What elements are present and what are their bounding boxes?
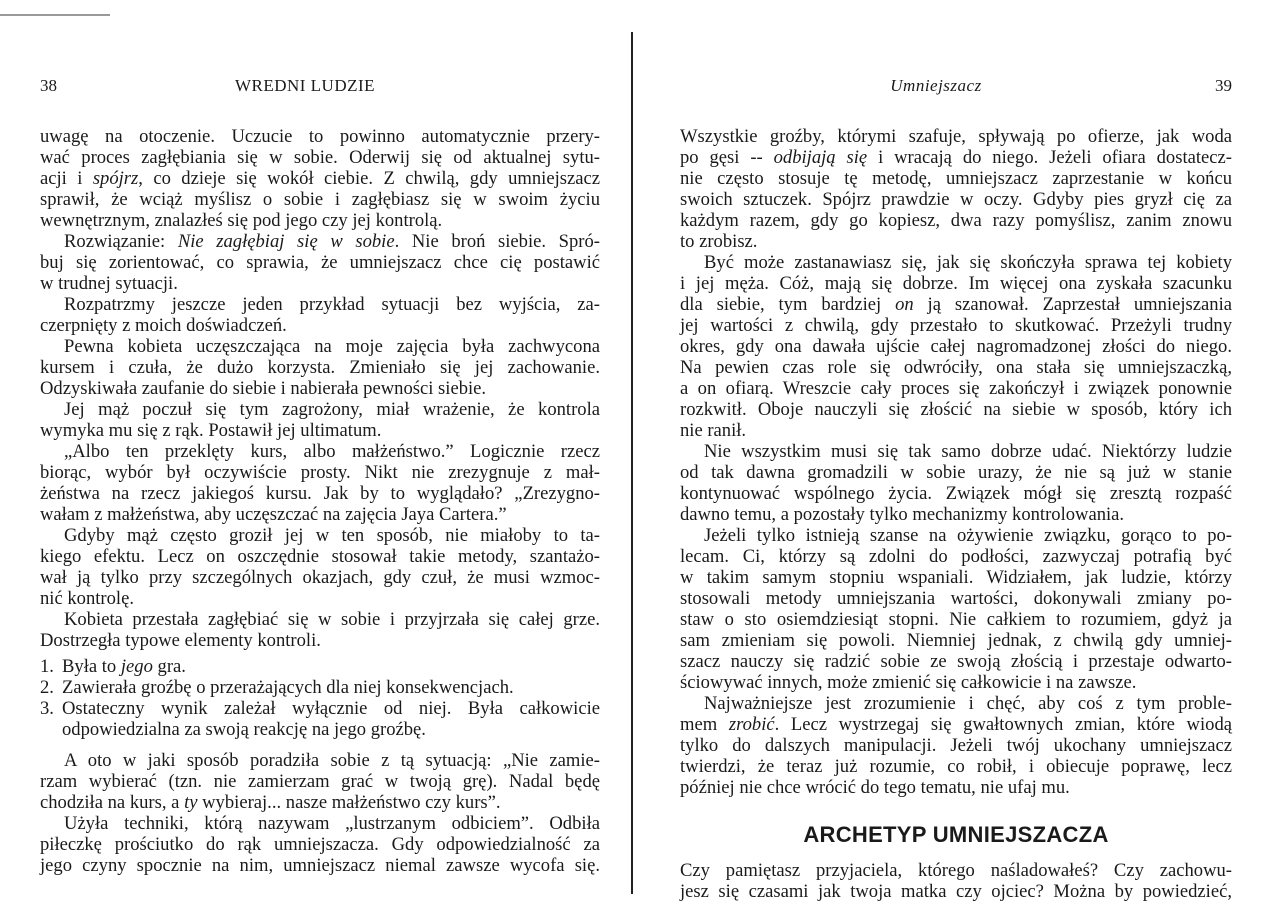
text-line [40, 399, 600, 420]
text-line [40, 855, 600, 876]
page-header [40, 76, 600, 126]
text-run: mem [680, 714, 729, 735]
text-line [680, 693, 1232, 714]
text-line [680, 483, 1232, 504]
text-line [40, 630, 600, 651]
text-line [680, 609, 1232, 630]
text-run: chodziła na kurs, a [40, 792, 185, 813]
text-run: , co dzieje się wokół ciebie. Z chwilą, gdy umniejszacz [138, 168, 600, 189]
text-run: A oto w jaki sposób poradziła sobie z tą sytuacją: „Nie zamie- [64, 750, 600, 771]
text-line [680, 881, 1232, 902]
text-run: Użyła techniki, którą nazywam „lustrzanym odbiciem”. Odbiła [64, 813, 600, 834]
scan-edge-line [0, 14, 110, 16]
left-page [40, 76, 600, 876]
text-line [680, 672, 1232, 693]
text-line [680, 462, 1232, 483]
text-line [680, 420, 1232, 441]
list-item [40, 698, 600, 740]
text-run: Dostrzegła typowe elementy kontroli. [40, 630, 321, 651]
text-line [680, 714, 1232, 735]
text-run: „Albo ten przeklęty kurs, albo małżeństwo.” Logicznie rzecz [64, 441, 600, 462]
text-line [40, 834, 600, 855]
text-line [40, 420, 600, 441]
text-line [62, 656, 600, 677]
text-run: gra. [152, 656, 186, 677]
text-run: później nie chce wrócić do tego tematu, nie ufaj mu. [680, 777, 1070, 798]
text-run: wałam z małżeństwa, aby uczęszczać na zajęcia Jaya Cartera.” [40, 504, 507, 525]
text-line [40, 771, 600, 792]
text-run: sam zmieniam się powoli. Niemniej jednak, z chwilą gdy umniej- [680, 630, 1232, 651]
text-run: kiego efektu. Lecz on oszczędnie stosował takie metody, szantażo- [40, 546, 600, 567]
paragraph [680, 693, 1232, 798]
text-run: w takim samym stopniu wspaniali. Widziałem, jak ludzie, którzy [680, 567, 1232, 588]
text-run: okres, gdy ona dawała ujście całej nagromadzonej złości do niego. [680, 336, 1232, 357]
paragraph [40, 126, 600, 231]
text-line [680, 651, 1232, 672]
text-line [40, 588, 600, 609]
text-line [680, 399, 1232, 420]
text-run: . Lecz wystrzegaj się gwałtownych zmian, które wiodą [774, 714, 1232, 735]
text-run: po gęsi -- [680, 147, 774, 168]
text-line [40, 813, 600, 834]
paragraph [680, 525, 1232, 693]
text-run: ją szanował. Zaprzestał umniejszania [913, 294, 1232, 315]
text-line [680, 588, 1232, 609]
text-run: Ostateczny wynik zależał wyłącznie od niej. Była całkowicie [62, 698, 600, 719]
text-line [40, 483, 600, 504]
text-line [680, 147, 1232, 168]
text-line [40, 441, 600, 462]
paragraph [40, 399, 600, 441]
text-line [40, 252, 600, 273]
text-run: Pewna kobieta uczęszczająca na moje zajęcia była zachwycona [64, 336, 600, 357]
text-run: Wszystkie groźby, którymi szafuje, spływają po ofierze, jak woda [680, 126, 1232, 147]
text-run: rozkwitł. Oboje nauczyli się złościć na siebie w sposób, który ich [680, 399, 1232, 420]
text-run: piłeczkę prościutko do rąk umniejszacza. Gdy odpowiedzialność za [40, 834, 600, 855]
text-run: Być może zastanawiasz się, jak się skończyła sprawa tej kobiety [704, 252, 1232, 273]
paragraph [680, 126, 1232, 252]
text-run: dla siebie, tym bardziej [680, 294, 896, 315]
text-line [680, 273, 1232, 294]
paragraph [40, 813, 600, 876]
list-item [40, 677, 600, 698]
text-run: nić kontrolę. [40, 588, 134, 609]
text-line [680, 567, 1232, 588]
page-number: 38 [40, 76, 57, 95]
text-run: jego czyny spocznie na nim, umniejszacz niemal zawsze wycofa się. [40, 855, 600, 876]
italic-text: spójrz [92, 168, 139, 189]
text-line [40, 567, 600, 588]
text-run: nie często stosuje tę metodę, umniejszacz zaprzestanie w końcu [680, 168, 1232, 189]
text-run: czerpnięty z moich doświadczeń. [40, 315, 287, 336]
paragraph [680, 252, 1232, 441]
text-line [680, 126, 1232, 147]
text-run: każdym razem, gdy go kopiesz, dwa razy pomyślisz, zanim znowu [680, 210, 1232, 231]
page-number: 39 [1215, 76, 1232, 95]
text-run: Odzyskiwała zaufanie do siebie i nabierała pewności siebie. [40, 378, 487, 399]
text-run: wybieraj... nasze małżeństwo czy kurs”. [197, 792, 501, 813]
text-line [680, 735, 1232, 756]
text-line [680, 504, 1232, 525]
list-number: 1. [40, 656, 54, 677]
text-run: to zrobisz. [680, 231, 758, 252]
text-run: od tak dawna gromadzili w sobie urazy, że nie są już w stanie [680, 462, 1232, 483]
text-line [40, 168, 600, 189]
text-line [40, 336, 600, 357]
text-line [680, 357, 1232, 378]
text-line [680, 441, 1232, 462]
text-line [680, 756, 1232, 777]
text-line [40, 294, 600, 315]
page-header [680, 76, 1232, 126]
italic-text: jego [120, 656, 153, 677]
text-run: Gdyby mąż często groził jej w ten sposób, nie miałoby to ta- [64, 525, 600, 546]
text-line [62, 677, 600, 698]
text-line [62, 698, 600, 719]
text-run: i jej męża. Cóż, mają się dobrze. Im więcej ona zyskała szacunku [680, 273, 1232, 294]
text-line [40, 792, 600, 813]
text-run: a on ofiarą. Wreszcie cały proces się zakończył i związek ponownie [680, 378, 1232, 399]
text-run: szacz nauczy się radzić sobie ze swoją złością i przestaje odwarto- [680, 651, 1232, 672]
italic-text: odbijają się [773, 147, 868, 168]
text-run: żeństwa na rzecz jakiegoś kursu. Jak by to wyglądało? „Zrezygno- [40, 483, 600, 504]
right-page [680, 76, 1232, 902]
text-run: dawno temu, a pozostały tylko mechanizmy kontrolowania. [680, 504, 1125, 525]
text-run: sprawił, że wciąż myślisz o sobie i zagłębiasz się w swoim życiu [40, 189, 600, 210]
text-run: Najważniejsze jest zrozumienie i chęć, aby coś z tym proble- [704, 693, 1232, 714]
text-run: twierdzi, że teraz już rozumie, co robił, i obiecuje poprawę, lecz [680, 756, 1232, 777]
text-line [680, 189, 1232, 210]
paragraph [40, 336, 600, 399]
italic-text: zrobić [728, 714, 775, 735]
text-line [680, 294, 1232, 315]
text-run: jej wartości z chwilą, gdy przestało to skutkować. Przeżyli trudny [680, 315, 1232, 336]
text-run: wać proces zagłębiania się w sobie. Oderwij się od aktualnej sytu- [40, 147, 600, 168]
text-line [40, 525, 600, 546]
text-run: jesz się czasami jak twoja matka czy ojciec? Można by powiedzieć, [680, 881, 1232, 902]
text-run: rzam wybierać (tzn. nie zamierzam grać w twoją grę). Nadal będę [40, 771, 600, 792]
book-spine-line [631, 32, 633, 894]
text-run: swoich sztuczek. Spójrz prawdzie w oczy. Gdyby pies gryzł cię za [680, 189, 1232, 210]
paragraph [40, 231, 600, 294]
text-line [40, 210, 600, 231]
text-run: kursem i czuła, że dużo korzysta. Zmieniało się jej zachowanie. [40, 357, 600, 378]
paragraph [40, 441, 600, 525]
text-run: kontynuować wspólnego życia. Związek mógł się zresztą rozpaść [680, 483, 1232, 504]
paragraph [680, 860, 1232, 902]
text-run: buj się zorientować, co sprawia, że umniejszacz chce cię postawić [40, 252, 600, 273]
text-line [680, 168, 1232, 189]
text-run: wymyka mu się z rąk. Postawił jej ultimatum. [40, 420, 382, 441]
text-line [680, 252, 1232, 273]
text-line [680, 336, 1232, 357]
section-heading: ARCHETYP UMNIEJSZACZA [803, 822, 1109, 847]
page-body [680, 126, 1232, 902]
list-number: 2. [40, 677, 54, 698]
list-number: 3. [40, 698, 54, 719]
italic-text: on [895, 294, 914, 315]
text-line [40, 231, 600, 252]
page-body [40, 126, 600, 876]
text-line [680, 525, 1232, 546]
text-run: Jeżeli tylko istnieją szanse na ożywienie związku, gorąco to po- [704, 525, 1232, 546]
text-run: odpowiedzialna za swoją reakcję na jego groźbę. [62, 719, 426, 740]
text-run: Jej mąż poczuł się tym zagrożony, miał wrażenie, że kontrola [64, 399, 600, 420]
text-run: Kobieta przestała zagłębiać się w sobie i przyjrzała się całej grze. [64, 609, 600, 630]
text-run: Na pewien czas role się odwróciły, ona stała się umniejszaczką, [680, 357, 1232, 378]
text-line [680, 210, 1232, 231]
text-line [680, 777, 1232, 798]
text-line [40, 609, 600, 630]
text-line [40, 357, 600, 378]
text-line [40, 315, 600, 336]
text-line [40, 273, 600, 294]
running-head: Umniejszacz [890, 76, 982, 95]
text-run: stosowali metody umniejszania wartości, dokonywali zmiany po- [680, 588, 1232, 609]
text-run: Była to [62, 656, 121, 677]
text-run: uwagę na otoczenie. Uczucie to powinno automatycznie przery- [40, 126, 600, 147]
paragraph [40, 294, 600, 336]
text-line [40, 504, 600, 525]
text-line [40, 147, 600, 168]
text-run: ściowywać innych, może zmienić się całkowicie i na zawsze. [680, 672, 1137, 693]
paragraph [680, 441, 1232, 525]
text-run: Czy pamiętasz przyjaciela, którego naśladowałeś? Czy zachowu- [680, 860, 1232, 881]
numbered-list [40, 656, 600, 740]
text-line [40, 126, 600, 147]
text-run: lecam. Ci, którzy są zdolni do podłości, zazwyczaj potrafią być [680, 546, 1232, 567]
text-line [680, 546, 1232, 567]
text-run: Zawierała groźbę o przerażających dla niej konsekwencjach. [62, 677, 514, 698]
text-run: biorąc, wybór był oczywiście prosty. Nikt nie zrezygnuje z mał- [40, 462, 600, 483]
text-line [680, 231, 1232, 252]
text-run: nie ranił. [680, 420, 747, 441]
paragraph [40, 525, 600, 609]
list-item [40, 656, 600, 677]
text-run: w trudnej sytuacji. [40, 273, 178, 294]
text-run: wewnętrznym, znalazłeś się pod jego czy jej kontrolą. [40, 210, 443, 231]
running-head: WREDNI LUDZIE [234, 76, 376, 95]
text-run: staw o sto osiemdziesiąt stopni. Nie całkiem to rozumiem, gdyż ja [680, 609, 1232, 630]
text-line [680, 378, 1232, 399]
text-line [40, 462, 600, 483]
text-line [680, 630, 1232, 651]
italic-text: Nie zagłębiaj się w sobie [177, 231, 395, 252]
paragraph [40, 609, 600, 651]
text-run: Rozpatrzmy jeszcze jeden przykład sytuacji bez wyjścia, za- [64, 294, 600, 315]
text-run: acji i [40, 168, 93, 189]
text-line [40, 750, 600, 771]
text-line [680, 860, 1232, 881]
text-run: Nie wszystkim musi się tak samo dobrze udać. Niektórzy ludzie [704, 441, 1232, 462]
text-run: i wracają do niego. Jeżeli ofiara dostatecz- [867, 147, 1232, 168]
text-run: . Nie broń siebie. Spró- [394, 231, 600, 252]
text-run: wał ją tylko przy szczególnych okazjach, gdy czuł, że musi wzmoc- [40, 567, 600, 588]
text-line [40, 189, 600, 210]
italic-text: ty [184, 792, 198, 813]
text-line [62, 719, 600, 740]
text-line [40, 378, 600, 399]
text-run: Rozwiązanie: [64, 231, 178, 252]
text-line [680, 315, 1232, 336]
text-line [40, 546, 600, 567]
paragraph [40, 750, 600, 813]
text-run: tylko do dalszych manipulacji. Jeżeli twój ukochany umniejszacz [680, 735, 1232, 756]
